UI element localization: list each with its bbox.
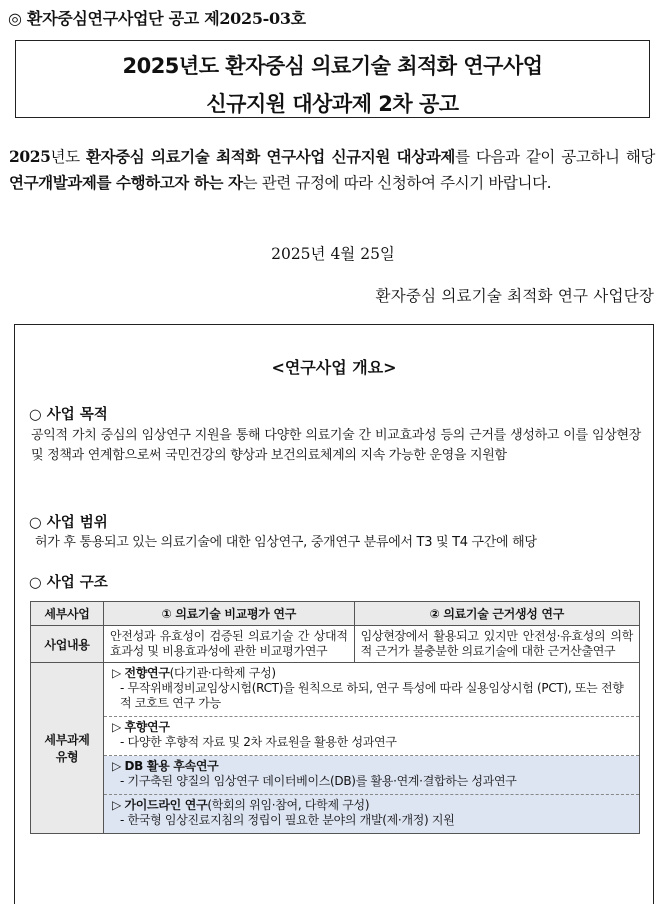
row-header: 사업내용 [31, 626, 104, 663]
subtype-list [104, 663, 640, 834]
scope-text: 허가 후 통용되고 있는 의료기술에 대한 임상연구, 중개연구 분류에서 T3 및 T4 구간에 해당 [35, 535, 537, 550]
table-header-row [31, 602, 640, 626]
list-item: ▷ DB 활용 후속연구 - 기구축된 양질의 임상연구 데이터베이스(DB)를 활용·연계·결합하는 성과연구 [104, 756, 639, 795]
page-subtitle: 신규지원 대상과제 2차 공고 [206, 92, 459, 116]
row-header: 세부과제 유형 [31, 663, 104, 834]
arrow-icon: ▷ [112, 798, 121, 812]
structure-heading: ○ 사업 구조 [29, 575, 108, 591]
overview-panel [14, 324, 654, 904]
arrow-icon: ▷ [112, 666, 121, 680]
header-cell: ① 의료기술 비교평가 연구 [104, 602, 355, 626]
title-box [15, 40, 650, 118]
notice-date: 2025년 4월 25일 [271, 245, 395, 263]
list-item: ▷ 가이드라인 연구(학회의 위임·참여, 다학제 구성) - 한국형 임상진료지침의 정립이 필요한 분야의 개발(제·개정) 지원 [104, 795, 639, 833]
list-item: ▷ 후향연구 - 다양한 후향적 자료 및 2차 자료원을 활용한 성과연구 [104, 717, 639, 756]
arrow-icon: ▷ [112, 759, 121, 773]
table-row [31, 663, 640, 834]
arrow-icon: ▷ [112, 720, 121, 734]
purpose-text: 공익적 가치 중심의 임상연구 지원을 통해 다양한 의료기술 간 비교효과성 등의 근거를 생성하고 이를 임상현장 및 정책과 연계함으로써 국민건강의 향상과 보건의료체계의 지속 가능한 운영을 지원함 [31, 428, 641, 463]
intro-paragraph: 2025년도 환자중심 의료기술 최적화 연구사업 신규지원 대상과제를 다음과 같이 공고하니 해당 연구개발과제를 수행하고자 하는 자는 관련 규정에 따라 신청하여 주시기 바랍니다. [9, 147, 655, 192]
scope-heading: ○ 사업 범위 [29, 515, 108, 531]
page-title: 2025년도 환자중심 의료기술 최적화 연구사업 [122, 54, 543, 78]
table-cell: 임상현장에서 활용되고 있지만 안전성·유효성의 의학적 근거가 불충분한 의료기술에 대한 근거산출연구 [354, 626, 639, 663]
purpose-heading: ○ 사업 목적 [29, 407, 108, 423]
table-row [31, 626, 640, 663]
table-cell: 안전성과 유효성이 검증된 의료기술 간 상대적 효과성 및 비용효과성에 관한 비교평가연구 [104, 626, 355, 663]
structure-table [30, 601, 640, 834]
header-cell: ② 의료기술 근거생성 연구 [354, 602, 639, 626]
header-cell: 세부사업 [31, 602, 104, 626]
issuer: 환자중심 의료기술 최적화 연구 사업단장 [375, 287, 654, 305]
notice-number: ◎ 환자중심연구사업단 공고 제2025-03호 [8, 9, 306, 28]
list-item: ▷ 전향연구(다기관·다학제 구성) - 무작위배정비교임상시험(RCT)을 원칙으로 하되, 연구 특성에 따라 실용임상시험 (PCT), 또는 전향적 코호트 연구 가능 [104, 663, 639, 717]
overview-title: <연구사업 개요> [271, 358, 397, 377]
